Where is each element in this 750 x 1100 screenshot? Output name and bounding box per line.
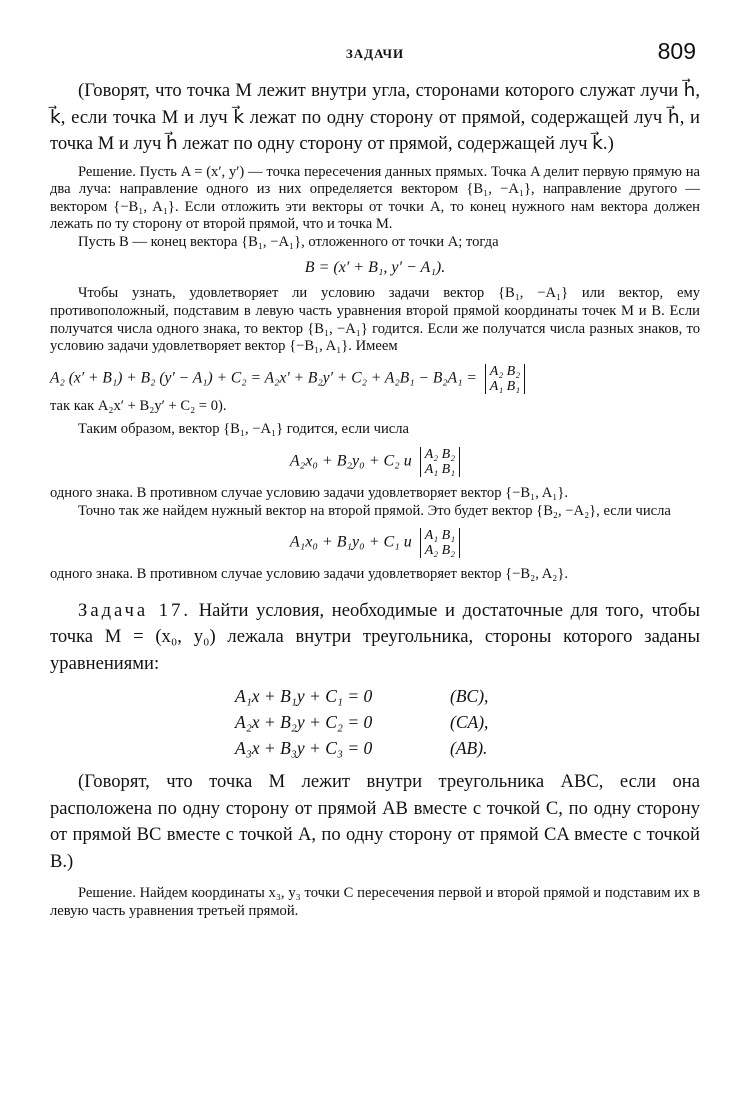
problem-17-solution: Решение. Найдем координаты x₃, y₃ точки C пересечения первой и второй прямой и подставим их в левую часть уравнения третьей прямой.	[50, 885, 700, 919]
solution-paragraph-7: одного знака. В противном случае условию задачи удовлетворяет вектор {−B₂, A₂}.	[50, 566, 568, 583]
determinant-3-row-1: A₁ B₁	[424, 528, 456, 544]
equation-system	[235, 683, 700, 761]
system-row-2	[235, 709, 700, 735]
determinant-2-row-1: A₂ B₂	[424, 447, 456, 463]
problem-17-text: Найти условия, необходимые и достаточные для того, чтобы точка M = (x₀, y₀) лежала внутри треугольника, стороны которого заданы уравнениями:	[50, 599, 700, 674]
problem-17-note: (Говорят, что точка M лежит внутри треугольника ABC, если она расположена по одну сторону от прямой AB вместе с точкой C, по одну сторону от прямой BC вместе с точкой A, по одну сторону от прямой CA вместе с точкой B.)	[50, 771, 700, 872]
expression-2-text: A₁x₀ + B₁y₀ + C₁ и	[289, 533, 412, 551]
expression-1-text: A₂x₀ + B₂y₀ + C₂ и	[289, 452, 412, 470]
since-clause: так как A₂x′ + B₂y′ + C₂ = 0).	[50, 397, 227, 414]
problem-17-label: Задача 17.	[78, 599, 192, 621]
determinant-1-row-1: A₂ B₂	[489, 363, 521, 379]
determinant-1-row-2: A₁ B₁	[489, 378, 521, 394]
page-header	[50, 38, 700, 78]
long-equation	[50, 364, 700, 394]
determinant-2	[420, 447, 460, 477]
solution-paragraph-2: Пусть B — конец вектора {B₁, −A₁}, отложенного от точки A; тогда	[78, 233, 499, 250]
formula-point-b: B = (x′ + B₁, y′ − A₁).	[304, 259, 446, 277]
solution-paragraph-4: Таким образом, вектор {B₁, −A₁} годится, если числа	[78, 421, 410, 438]
system-row-3	[235, 735, 700, 761]
condition-expression-1	[50, 447, 700, 477]
problem-17-statement	[50, 598, 700, 678]
system-equation-1: A₁x + B₁y + C₁ = 0	[235, 686, 373, 707]
determinant-3	[420, 528, 460, 558]
system-row-1	[235, 683, 700, 709]
long-equation-text: A₂ (x′ + B₁) + B₂ (y′ − A₁) + C₂ = A₂x′ + B₂y′ + C₂ + A₂B₁ − B₂A₁ =	[50, 369, 477, 387]
solution-paragraph-3: Чтобы узнать, удовлетворяет ли условию задачи вектор {B₁, −A₁} или вектор, ему противоположный, подставим в левую часть уравнения второй прямой координаты точек M и B. Если получатся числа одного знака, то вектор {B₁, −A₁} годится. Если же получатся числа разных знаков, то условию задачи удовлетворяет вектор {−B₁, A₁}. Имеем	[50, 285, 700, 355]
solution-paragraph-6: Точно так же найдем нужный вектор на второй прямой. Это будет вектор {B₂, −A₂}, если числа	[78, 502, 671, 519]
determinant-1	[485, 364, 525, 394]
system-label-3: (AB).	[450, 738, 488, 759]
system-equation-3: A₃x + B₃y + C₃ = 0	[235, 738, 373, 759]
system-label-1: (BC),	[450, 686, 489, 707]
page-number: 809	[657, 38, 696, 64]
solution-paragraph-5: одного знака. В противном случае условию задачи удовлетворяет вектор {−B₁, A₁}.	[50, 485, 568, 502]
system-label-2: (CA),	[450, 712, 489, 733]
intro-paragraph: (Говорят, что точка M лежит внутри угла, сторонами которого служат лучи h⃗, k⃗, если точка M и луч k⃗ лежат по одну сторону от прямой, содержащей луч h⃗, и точка M и луч h⃗ лежат по одну сторону от прямой, содержащей луч k⃗.)	[50, 80, 700, 154]
system-equation-2: A₂x + B₂y + C₂ = 0	[235, 712, 373, 733]
determinant-2-row-2: A₁ B₁	[424, 462, 456, 478]
page	[50, 38, 700, 921]
determinant-3-row-2: A₂ B₂	[424, 543, 456, 559]
condition-expression-2	[50, 528, 700, 558]
running-title: ЗАДАЧИ	[345, 46, 405, 61]
solution-paragraph-1: Решение. Пусть A = (x′, y′) — точка пересечения данных прямых. Точка A делит первую прямую на два луча: направление одного из них определяется вектором {B₁, −A₁}, направление другого — вектором {−B₁, A₁}. Если отложить эти векторы от точки A, то конец нужного нам вектора должен лежать по ту сторону от второй прямой, что и точка M.	[50, 163, 700, 233]
